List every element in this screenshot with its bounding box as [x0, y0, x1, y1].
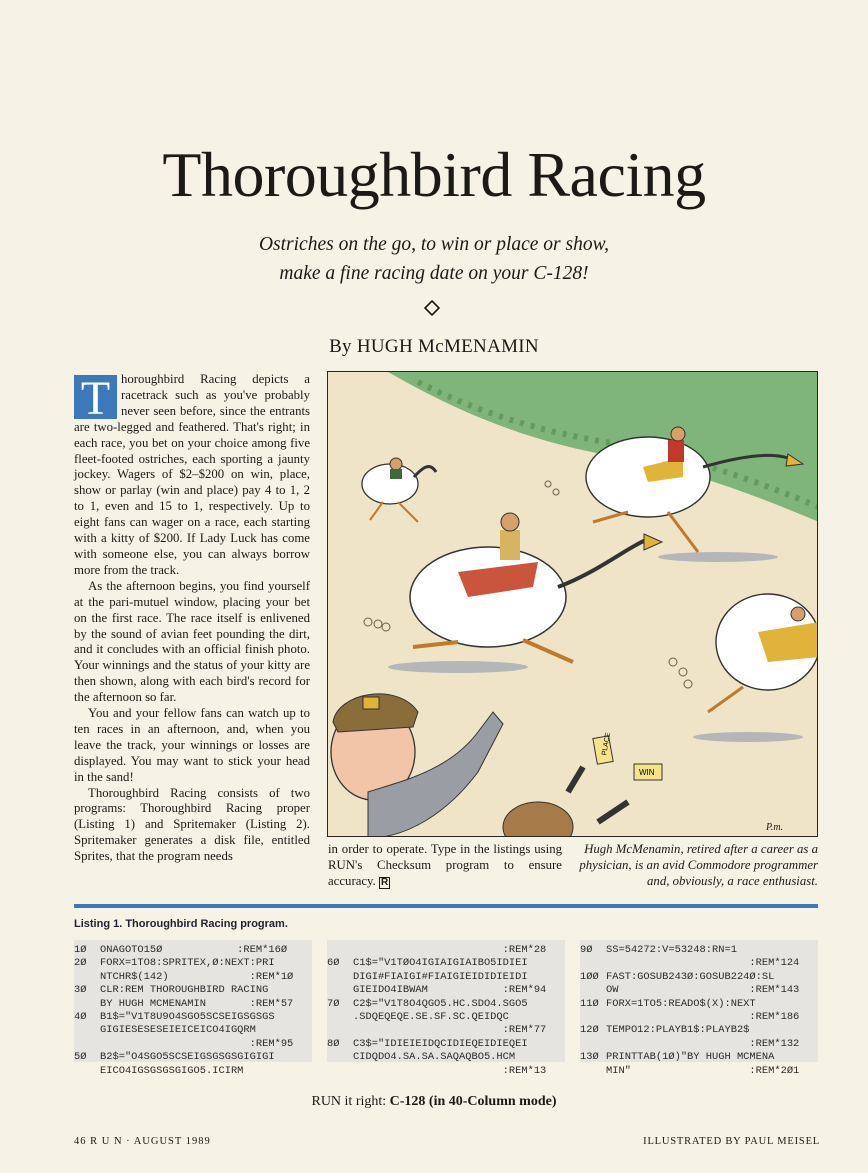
- line-number: 8Ø: [327, 1037, 340, 1050]
- listing-divider: [74, 904, 818, 908]
- line-code: :REM*77: [353, 1024, 547, 1037]
- line-code: :REM*28: [353, 944, 547, 956]
- byline: By HUGH McMENAMIN: [329, 336, 539, 357]
- line-number: [74, 1024, 100, 1037]
- line-number: [327, 1011, 353, 1024]
- listing-line: [74, 1051, 312, 1064]
- listing-line: [327, 944, 565, 957]
- line-number: 1ØØ: [580, 970, 599, 983]
- line-code: CLR:REM THOROUGHBIRD RACING: [100, 984, 269, 997]
- listing-line: [327, 971, 565, 984]
- line-code: FORX=1TO8:SPRITEX,Ø:NEXT:PRI: [100, 957, 275, 970]
- listing-line: [580, 957, 818, 970]
- betting-slip-win-icon: [634, 764, 662, 780]
- line-number: 13Ø: [580, 1051, 599, 1064]
- line-code: FORX=1TO5:READO$(X):NEXT: [606, 997, 756, 1010]
- line-number: 6Ø: [327, 957, 340, 970]
- listing-line: [327, 1065, 565, 1078]
- listing-line: [327, 1051, 565, 1064]
- listing-line: [580, 1038, 818, 1051]
- listing-line: [74, 1024, 312, 1037]
- run-instruction: [0, 1094, 868, 1110]
- listing-column-3: [580, 940, 818, 1077]
- line-code: SS=54272:V=53248:RN=1: [606, 944, 737, 956]
- listing-line: [327, 1011, 565, 1024]
- line-number: [327, 971, 353, 984]
- paragraph-4: Thoroughbird Racing consists of two programs: Thoroughbird Racing proper (Listing 1) and Spritemaker (Listing 2). Spritemaker generates a disk file, entitled Sprites, that the program needs: [74, 785, 310, 864]
- listing-line: [74, 1065, 312, 1078]
- line-number: [580, 984, 606, 997]
- line-number: [327, 1051, 353, 1064]
- line-number: [327, 1024, 353, 1037]
- subtitle-line-2: make a fine racing date on your C-128!: [279, 263, 589, 284]
- line-code: ONAGOTO15Ø :REM*16Ø: [100, 944, 288, 956]
- listing-line: [580, 944, 818, 957]
- line-code: .SDQEQEQE.SE.SF.SC.QEIDQC: [353, 1011, 509, 1024]
- line-code: :REM*124: [606, 957, 800, 970]
- drop-cap: T: [74, 375, 117, 419]
- paragraph-2: As the afternoon begins, you find yourself at the pari-mutuel window, placing your bet on the first race. The race itself is enlivened by the sound of avian feet pounding the dirt, and it concludes with an official finish photo. Your winnings and the status of your kitty are then shown, along with each bird's record for the afternoon so far.: [74, 578, 310, 705]
- article-body-column-2: [328, 842, 562, 890]
- listing-line: [580, 1011, 818, 1024]
- line-code: FAST:GOSUB243Ø:GOSUB224Ø:SL: [606, 970, 775, 983]
- listing-line: [74, 998, 312, 1011]
- line-code: DIGI#FIAIGI#FIAIGIEIDIDIEIDI: [353, 970, 528, 983]
- run-prefix: RUN it right:: [311, 1094, 390, 1109]
- line-code: MIN" :REM*2Ø1: [606, 1064, 800, 1077]
- listing-line: [580, 971, 818, 984]
- line-code: PRINTTAB(1Ø)"BY HUGH MCMENA: [606, 1051, 775, 1064]
- line-code: :REM*95: [100, 1037, 294, 1050]
- paragraph-1-text: horoughbird Racing depicts a racetrack such as you've probably never seen before, since the entrants are two-legged and feathered. That's right; in each race, you bet on your choice among five fleet-footed ostriches, each sporting a jaunty jockey. Wagers of $2–$200 on win, place, show or parlay (win and place) pay 4 to 1, 2 to 1, even and 15 to 1, respectively. Up to eight fans can wager on a race, each starting with a kitty of $200. If Lady Luck has come with someone else, you can always borrow more from the track.: [74, 372, 310, 577]
- line-number: 3Ø: [74, 984, 87, 997]
- sign-win: WIN: [639, 768, 655, 777]
- line-code: C1$="V1TØO4IGIAIGIAIBO5IDIEI: [353, 957, 528, 970]
- line-number: 4Ø: [74, 1011, 87, 1024]
- listing-line: [74, 984, 312, 997]
- listing-line: [580, 1024, 818, 1037]
- listing-line: [580, 998, 818, 1011]
- line-number: 9Ø: [580, 944, 593, 956]
- page-footer-credit: ILLUSTRATED BY PAUL MEISEL: [643, 1136, 820, 1147]
- line-code: NTCHR$(142) :REM*1Ø: [100, 970, 294, 983]
- line-number: [580, 957, 606, 970]
- illustrator-signature: P.m.: [766, 822, 784, 833]
- listing-line: [327, 1038, 565, 1051]
- article-subtitle: [0, 230, 868, 288]
- page-footer-folio: 46 R U N · AUGUST 1989: [74, 1136, 211, 1147]
- line-code: :REM*13: [353, 1064, 547, 1077]
- listing-line: [580, 1051, 818, 1064]
- diamond-ornament-icon: [424, 300, 440, 316]
- line-code: B2$="O4SGO5SCSEIGSGSGSGIGIGI: [100, 1051, 275, 1064]
- paragraph-1: [74, 372, 310, 579]
- line-number: [580, 1011, 606, 1024]
- listing-line: [327, 957, 565, 970]
- run-mode: C-128 (in 40-Column mode): [389, 1094, 557, 1109]
- ostrich-race-illustration: [327, 371, 818, 837]
- line-number: [327, 984, 353, 997]
- line-code: B1$="V1T8U9O4SGO5SCSEIGSGSGS: [100, 1011, 275, 1024]
- author-bio: Hugh McMenamin, retired after a career as a physician, is an avid Commodore programmer and, obviously, a race enthusiast.: [579, 842, 818, 888]
- line-number: 2Ø: [74, 957, 87, 970]
- line-code: EICO4IGSGSGSGIGO5.ICIRM: [100, 1064, 244, 1077]
- listing-line: [74, 957, 312, 970]
- line-code: OW :REM*143: [606, 984, 800, 997]
- listing-line: [74, 971, 312, 984]
- listing-line: [74, 1038, 312, 1051]
- listing-line: [74, 1011, 312, 1024]
- line-number: [74, 1065, 100, 1078]
- line-code: C3$="IDIEIEIDQCIDIEQEIDIEQEI: [353, 1037, 528, 1050]
- line-number: 1Ø: [74, 944, 87, 956]
- line-number: [74, 1038, 100, 1051]
- line-code: GIEIDO4IBWAM :REM*94: [353, 984, 547, 997]
- line-number: [580, 1065, 606, 1078]
- line-code: :REM*186: [606, 1011, 800, 1024]
- line-code: GIGIESESESEIEICEICO4IGQRM: [100, 1024, 256, 1037]
- listing-column-2: [327, 940, 565, 1077]
- line-code: CIDQDO4.SA.SA.SAQAQBO5.HCM: [353, 1051, 516, 1064]
- line-number: 7Ø: [327, 997, 340, 1010]
- listing-line: [327, 984, 565, 997]
- listing-line: [74, 944, 312, 957]
- article-body-column-1: [74, 372, 310, 865]
- line-code: :REM*132: [606, 1037, 800, 1050]
- closing-text: in order to operate. Type in the listings using RUN's Checksum program to ensure accuracy.: [328, 842, 562, 888]
- line-number: [327, 944, 353, 957]
- line-number: 11Ø: [580, 997, 599, 1010]
- paragraph-3: You and your fellow fans can watch up to ten races in an afternoon, and, when you leave the track, your winnings or losses are displayed. You may want to stick your head in the sand!: [74, 706, 310, 784]
- listing-line: [580, 984, 818, 997]
- sign-place: PLACE: [601, 732, 613, 756]
- line-code: BY HUGH MCMENAMIN :REM*57: [100, 997, 294, 1010]
- listing-column-1: [74, 940, 312, 1077]
- end-mark-icon: R: [381, 876, 389, 888]
- article-title: Thoroughbird Racing: [162, 139, 706, 210]
- line-code: TEMPO12:PLAYB1$:PLAYB2$: [606, 1024, 750, 1037]
- paragraph-closing: [328, 842, 562, 890]
- line-code: C2$="V1T8O4QGO5.HC.SDO4.SGO5: [353, 997, 528, 1010]
- listing-title: Listing 1. Thoroughbird Racing program.: [74, 918, 288, 930]
- line-number: [74, 971, 100, 984]
- subtitle-line-1: Ostriches on the go, to win or place or show,: [258, 234, 610, 255]
- line-number: [327, 1065, 353, 1078]
- illustration-drawing: [328, 372, 818, 837]
- line-number: [74, 998, 100, 1011]
- line-number: [580, 1038, 606, 1051]
- listing-line: [580, 1065, 818, 1078]
- listing-line: [327, 998, 565, 1011]
- line-number: 12Ø: [580, 1024, 599, 1037]
- line-number: 5Ø: [74, 1051, 87, 1064]
- listing-line: [327, 1024, 565, 1037]
